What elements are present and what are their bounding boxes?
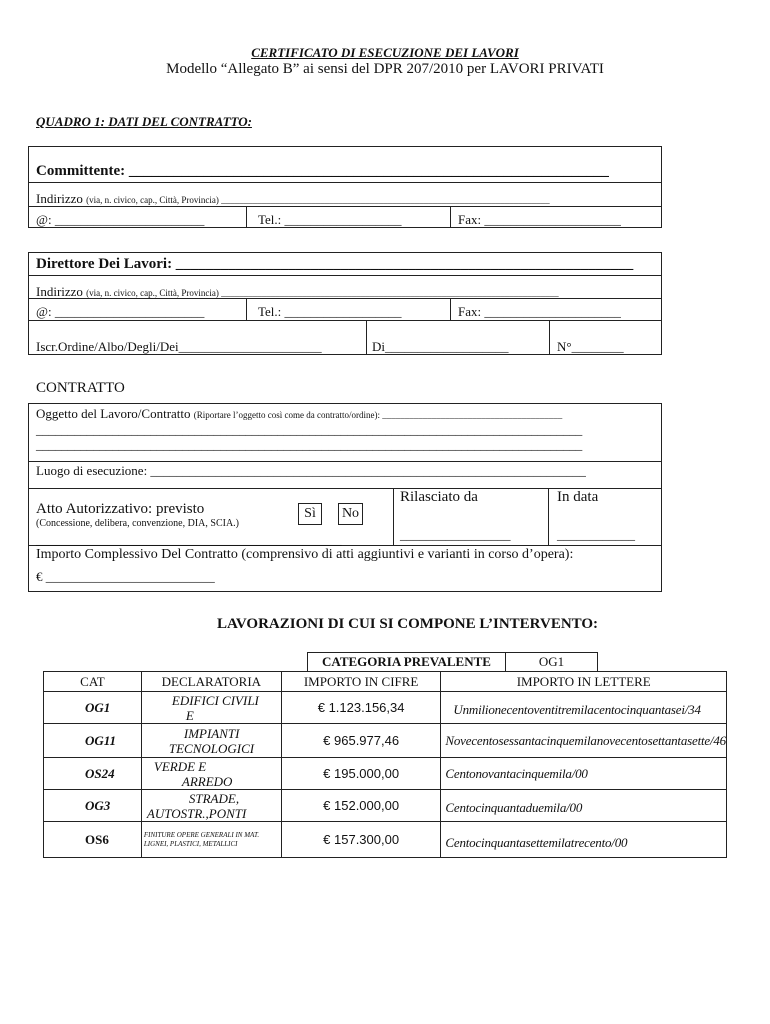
row-decl-line2: LIGNEI, PLASTICI, METALLICI [143,839,238,848]
quadro1-title: QUADRO 1: DATI DEL CONTRATTO: [36,114,252,129]
table-row [44,790,727,822]
direttore-iscrizione: Iscr.Ordine/Albo/Degli/Dei______________________ [36,339,322,354]
row-importo-cifre: € 1.123.156,34 [281,692,441,724]
header-declaratoria: DECLARATORIA [141,672,281,692]
row-declaratoria [141,758,281,790]
row-declaratoria [141,790,281,822]
table-row [44,822,727,858]
oggetto-lavoro [36,406,562,422]
rilasciato-da-label: Rilasciato da [400,489,478,505]
in-data-line: ____________ [557,527,635,542]
table-row [44,758,727,790]
direttore-tel: Tel.: __________________ [258,304,402,319]
oggetto-line-3: ______________________________________________________________________________________ [36,437,583,452]
atto-autorizzativo-hint: (Concessione, delibera, convenzione, DIA, SCIA.) [36,518,239,529]
row-importo-lettere: Novecentosessantacinquemilanovecentosettantasette/46 [441,724,727,758]
direttore-indirizzo [36,284,559,300]
committente-indirizzo-hint: (via, n. civico, cap., Città, Provincia) _________________________________________________________________________ [86,195,550,205]
importo-complessivo-label: Importo Complessivo Del Contratto (comprensivo di atti aggiuntivi e varianti in corso d’opera): [36,547,574,562]
importo-complessivo-value: € __________________________ [36,569,215,584]
row-decl-line2: AUTOSTR.,PONTI [146,805,247,821]
row-decl-line1: IMPIANTI [183,725,240,741]
document-subtitle: Modello “Allegato B” ai sensi del DPR 207/2010 per LAVORI PRIVATI [166,61,604,77]
committente-indirizzo-label: Indirizzo [36,191,83,206]
row-cat: OG11 [44,724,142,758]
direttore-label: Direttore Dei Lavori: _____________________________________________________________ [36,256,634,272]
row-importo-lettere: Centonovantacinquemila/00 [441,758,727,790]
direttore-indirizzo-label: Indirizzo [36,284,83,299]
oggetto-label: Oggetto del Lavoro/Contratto [36,406,191,421]
committente-label: Committente: ________________________________________________________________ [36,163,609,179]
row-decl-line2: TECNOLOGICI [168,740,255,756]
rilasciato-da-line: _________________ [400,527,511,542]
direttore-fax: Fax: _____________________ [458,304,621,319]
row-decl-line1: FINITURE OPERE GENERALI IN MAT. [143,830,260,839]
row-importo-lettere: Unmilionecentoventitremilacentocinquantasei/34 [441,692,727,724]
table-row [44,692,727,724]
atto-autorizzativo-label: Atto Autorizzativo: previsto [36,501,205,517]
contratto-heading: CONTRATTO [36,380,125,396]
row-cat: OS24 [44,758,142,790]
row-importo-cifre: € 157.300,00 [281,822,441,858]
row-importo-lettere: Centocinquantasettemilatrecento/00 [441,822,727,858]
committente-fax: Fax: _____________________ [458,212,621,227]
header-importo-cifre: IMPORTO IN CIFRE [281,672,441,692]
direttore-indirizzo-hint: (via, n. civico, cap., Città, Provincia) ___________________________________________________________________________ [86,288,559,298]
table-row [44,724,727,758]
categoria-prevalente-label: CATEGORIA PREVALENTE [307,652,506,672]
row-importo-lettere: Centocinquantaduemila/00 [441,790,727,822]
row-importo-cifre: € 152.000,00 [281,790,441,822]
categoria-prevalente-value: OG1 [505,652,598,672]
oggetto-line-2: ______________________________________________________________________________________ [36,422,583,437]
direttore-numero: N°________ [557,339,624,354]
luogo-esecuzione: Luogo di esecuzione: ___________________________________________________________________ [36,463,586,478]
atto-no-checkbox[interactable]: No [338,503,363,525]
row-importo-cifre: € 195.000,00 [281,758,441,790]
row-decl-line1: EDIFICI CIVILI [171,692,259,708]
row-cat: OG1 [44,692,142,724]
row-declaratoria [141,724,281,758]
row-decl-line1: STRADE, [188,790,240,806]
row-decl-line1: VERDE E [153,758,207,774]
row-decl-line2: E [185,707,194,723]
committente-indirizzo [36,191,550,207]
table-header-row [44,672,727,692]
atto-si-checkbox[interactable]: Sì [298,503,322,525]
header-cat: CAT [44,672,142,692]
row-importo-cifre: € 965.977,46 [281,724,441,758]
direttore-email: @: _______________________ [36,304,205,319]
committente-email: @: _______________________ [36,212,205,227]
row-decl-line2: ARREDO [181,773,233,789]
atto-autorizzativo-line: _______________________________________________ [36,532,342,547]
lavorazioni-table [43,671,727,858]
header-importo-lettere: IMPORTO IN LETTERE [441,672,727,692]
direttore-di: Di___________________ [372,339,509,354]
oggetto-hint: (Riportare l’oggetto così come da contratto/ordine): ________________________________________ [193,410,563,420]
row-declaratoria [141,822,281,858]
document-title: CERTIFICATO DI ESECUZIONE DEI LAVORI [251,45,519,60]
row-declaratoria [141,692,281,724]
lavorazioni-title: LAVORAZIONI DI CUI SI COMPONE L’INTERVENTO: [217,616,599,632]
row-cat: OS6 [44,822,142,858]
committente-tel: Tel.: __________________ [258,212,402,227]
row-cat: OG3 [44,790,142,822]
in-data-label: In data [557,489,599,505]
